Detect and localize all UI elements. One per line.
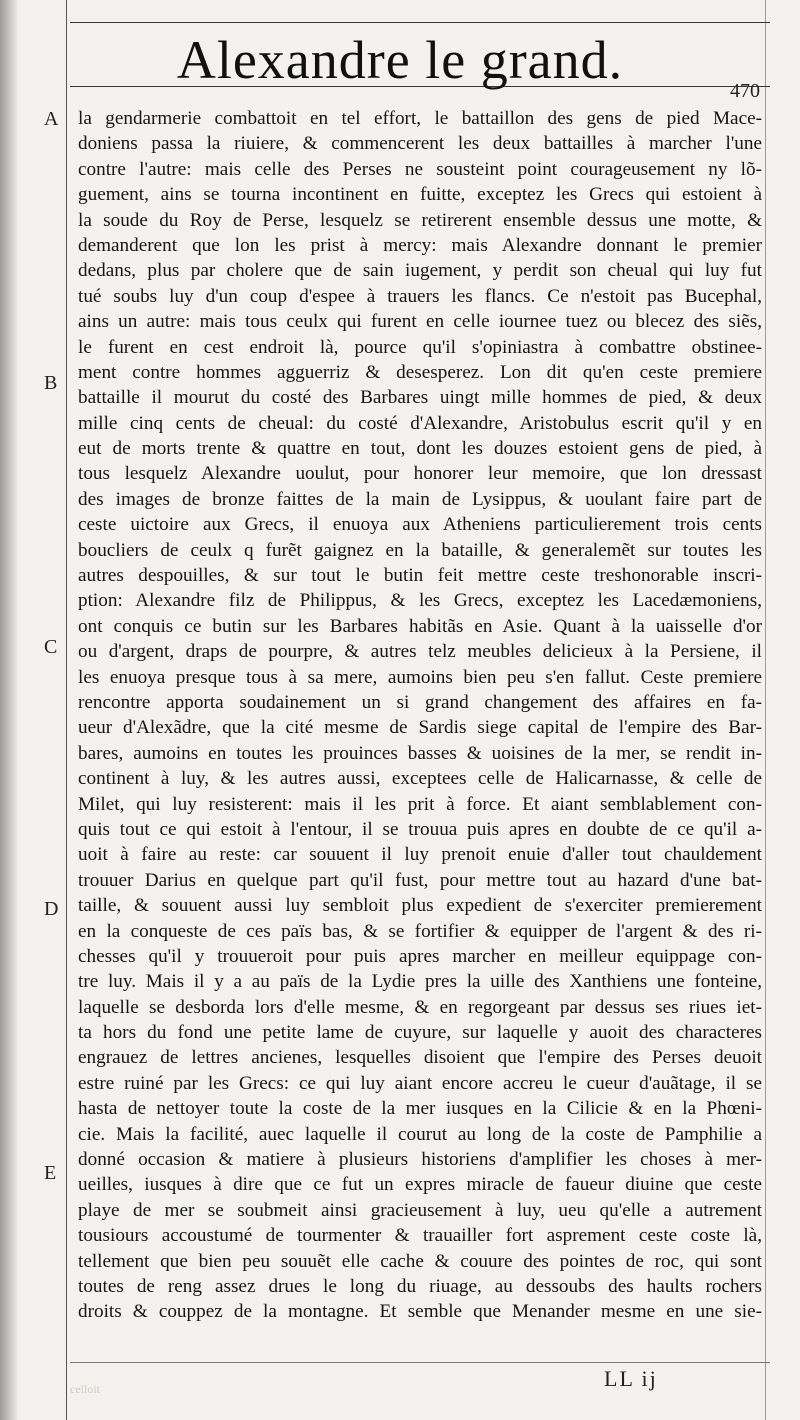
text-line: la soude du Roy de Perse, lesquelz se retirerent ensemble dessus une motte, &	[78, 209, 762, 231]
show-through-text: celloit	[70, 1382, 100, 1396]
text-line: engrauez de lettres ancienes, lesquelles disoient que l'empire des Perses deuoit	[78, 1047, 762, 1069]
text-line: guement, ains se tourna incontinent en fuitte, exceptez les Grecs qui estoient à	[78, 184, 762, 206]
text-line: battaille il mourut du costé des Barbares uingt mille hommes de pied, & deux	[78, 387, 762, 409]
text-line: playe de mer se soubmeit ainsi gracieusement à luy, ueu qu'elle a autrement	[78, 1199, 762, 1221]
margin-letter-b: B	[44, 372, 58, 394]
text-line: tellement que bien peu souuẽt elle cache & couure des pointes de roc, qui sont	[78, 1250, 762, 1272]
text-line: tous lesquelz Alexandre uoulut, pour honorer leur memoire, que lon dressast	[78, 463, 762, 485]
text-line: ains un autre: mais tous ceulx qui furent en celle iournee tuez ou blecez des siẽs,	[78, 311, 762, 333]
text-line: dedans, plus par cholere que de sain iugement, y perdit son cheual qui luy fut	[78, 260, 762, 282]
text-line: ueur d'Alexãdre, que la cité mesme de Sardis siege capital de l'empire des Bar-	[78, 717, 762, 739]
text-line: quis tout ce qui estoit à l'entour, il se trouua puis apres en doubte de ce qu'il a-	[78, 818, 762, 840]
text-line: boucliers de ceulx q furẽt gaignez en la bataille, & generalemẽt sur toutes les	[78, 539, 762, 561]
text-line: trouuer Darius en quelque part qu'il fust, pour mettre tout au hazard d'une bat-	[78, 869, 762, 891]
text-line: cie. Mais la facilité, auec laquelle il courut au long de la coste de Pamphilie a	[78, 1123, 762, 1145]
text-line: la gendarmerie combattoit en tel effort, le battaillon des gens de pied Mace-	[78, 108, 762, 129]
text-line: autres despouilles, & sur tout le butin feit mettre ceste treshonorable inscri-	[78, 565, 762, 587]
body-text	[78, 106, 762, 1325]
margin-letter-c: C	[44, 636, 58, 658]
text-line: ment contre hommes agguerriz & desesperez. Lon dit qu'en ceste premiere	[78, 361, 762, 383]
top-frame-rule	[70, 22, 770, 23]
binding-gutter	[0, 0, 18, 1420]
text-line: ou d'argent, draps de pourpre, & autres telz meubles delicieux à la Persiene, il	[78, 641, 762, 663]
right-margin-rule	[765, 0, 766, 1420]
text-line: ont conquis ce butin sur les Barbares habitãs en Asie. Quant à la uaisselle d'or	[78, 615, 762, 637]
text-line: taille, & souuent aussi luy sembloit plus expedient de s'exerciter premierement	[78, 895, 762, 917]
text-line: eut de morts trente & quattre en tout, dont les douzes estoient gens de pied, à	[78, 438, 762, 460]
text-line: Milet, qui luy resisterent: mais il les prit à force. Et aiant semblablement con-	[78, 793, 762, 815]
text-line: demanderent que lon les prist à mercy: mais Alexandre donnant le premier	[78, 234, 762, 256]
footer-rule	[70, 1362, 770, 1363]
text-line: continent à luy, & les autres aussi, exceptees celle de Halicarnasse, & celle de	[78, 768, 762, 790]
text-line: doniens passa la riuiere, & commencerent les deux battailles à marcher l'une	[78, 133, 762, 155]
text-line: toutes de reng assez drues le long du riuage, au dessoubs des haults rochers	[78, 1275, 762, 1297]
margin-letter-e: E	[44, 1162, 57, 1184]
text-line: contre l'autre: mais celle des Perses ne sousteint point courageusement ny lõ-	[78, 158, 762, 180]
text-line: droits & couppez de la montagne. Et semble que Menander mesme en une sie-	[78, 1301, 762, 1323]
text-line: tousiours accoustumé de tourmenter & trauailler fort asprement ceste coste là,	[78, 1225, 762, 1247]
text-line: donné occasion & matiere à plusieurs historiens d'amplifier les choses à mer-	[78, 1149, 762, 1171]
text-line: le furent en cest endroit là, pource qu'il s'opiniastra à combattre obstinee-	[78, 336, 762, 358]
text-line: bares, aumoins en toutes les prouinces basses & uoisines de la mer, se rendit in-	[78, 742, 762, 764]
folio-number: 470	[730, 80, 760, 102]
text-line: rencontre apporta soudainement un si grand changement des affaires en fa-	[78, 691, 762, 713]
signature-mark: LL ij	[604, 1366, 658, 1391]
text-line: les enuoya presque tous à sa mere, aumoins bien peu s'en fallut. Ceste premiere	[78, 666, 762, 688]
left-margin-rule	[66, 0, 67, 1420]
text-line: en la conqueste de ces païs bas, & se fortifier & equipper de l'argent & des ri-	[78, 920, 762, 942]
text-line: laquelle se desborda lors d'elle mesme, & en regorgeant par dessus ses riues iet-	[78, 996, 762, 1018]
text-line: ta hors du fond une petite lame de cuyure, sur laquelle y auoit des characteres	[78, 1022, 762, 1044]
running-title: Alexandre le grand.	[176, 30, 624, 90]
text-line: uoit à faire au reste: car souuent il luy prenoit enuie d'aller tout chauldement	[78, 844, 762, 866]
text-line: ueilles, iusques à dire que ce fut un expres miracle de faueur diuine que ceste	[78, 1174, 762, 1196]
text-line: tre luy. Mais il y a au païs de la Lydie pres la uille des Xanthiens une fonteine,	[78, 971, 762, 993]
text-line: ceste uictoire aux Grecs, il enuoya aux Atheniens particulierement trois cents	[78, 514, 762, 536]
text-line: des images de bronze faittes de la main de Lysippus, & uoulant faire part de	[78, 488, 762, 510]
margin-letter-d: D	[44, 898, 59, 920]
margin-letter-a: A	[44, 108, 59, 130]
text-line: tué soubs luy d'un coup d'espee à trauers les flancs. Ce n'estoit pas Bucephal,	[78, 285, 762, 307]
text-line: mille cinq cents de cheual: du costé d'Alexandre, Aristobulus escrit qu'il y en	[78, 412, 762, 434]
text-line: hasta de nettoyer toute la coste de la mer iusques en la Cilicie & en la Phœni-	[78, 1098, 762, 1120]
text-line: ption: Alexandre filz de Philippus, & les Grecs, exceptez les Lacedæmoniens,	[78, 590, 762, 612]
text-line: chesses qu'il y trouueroit pour puis apres marcher en meilleur equippage con-	[78, 945, 762, 967]
text-line: estre ruiné par les Grecs: ce qui luy aiant encore accreu le cueur d'auãtage, il se	[78, 1072, 762, 1094]
